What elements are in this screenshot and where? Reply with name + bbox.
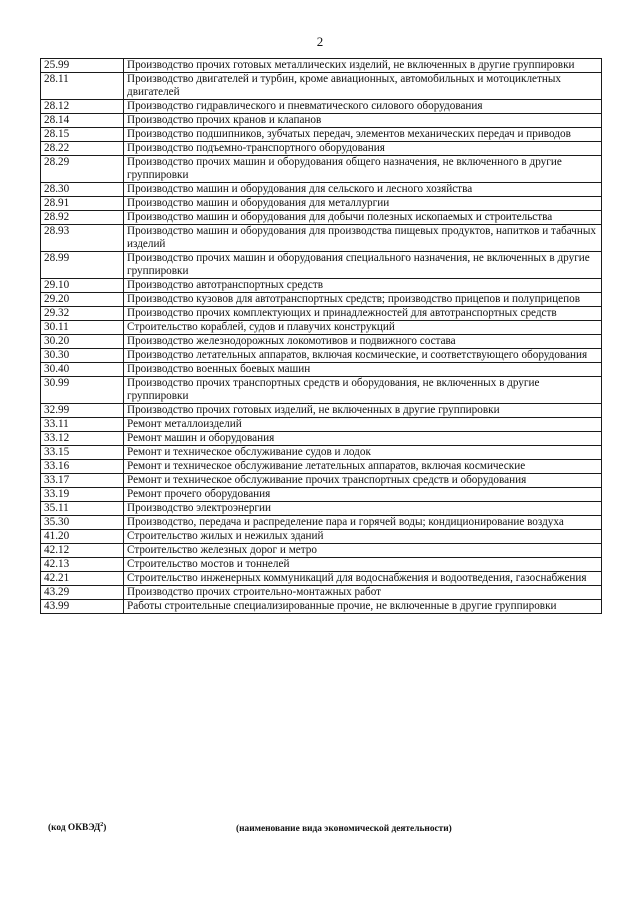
name-column-caption: (наименование вида экономической деятельности) — [236, 824, 452, 834]
table-row — [41, 59, 602, 73]
activity-name-cell: Производство машин и оборудования для производства пищевых продуктов, напитков и табачных изделий — [124, 225, 602, 252]
okved-code-cell: 43.99 — [41, 600, 124, 614]
table-row — [41, 225, 602, 252]
okved-code-cell: 32.99 — [41, 404, 124, 418]
activity-name-cell: Производство подъемно-транспортного оборудования — [124, 142, 602, 156]
okved-code-cell: 30.20 — [41, 335, 124, 349]
table-row — [41, 516, 602, 530]
activity-name-cell: Строительство инженерных коммуникаций для водоснабжения и водоотведения, газоснабжения — [124, 572, 602, 586]
activity-name-cell: Производство прочих готовых металлических изделий, не включенных в другие группировки — [124, 59, 602, 73]
activity-name-cell: Работы строительные специализированные прочие, не включенные в другие группировки — [124, 600, 602, 614]
okved-table — [40, 58, 602, 614]
code-caption-footnote: 2 — [100, 822, 104, 828]
okved-code-cell: 41.20 — [41, 530, 124, 544]
okved-code-cell: 28.30 — [41, 183, 124, 197]
table-row — [41, 586, 602, 600]
activity-name-cell: Производство гидравлического и пневматического силового оборудования — [124, 100, 602, 114]
okved-code-cell: 30.11 — [41, 321, 124, 335]
activity-name-cell: Производство двигателей и турбин, кроме авиационных, автомобильных и мотоциклетных двигателей — [124, 73, 602, 100]
table-row — [41, 321, 602, 335]
activity-name-cell: Производство машин и оборудования для добычи полезных ископаемых и строительства — [124, 211, 602, 225]
okved-code-cell: 29.10 — [41, 279, 124, 293]
okved-code-cell: 43.29 — [41, 586, 124, 600]
activity-name-cell: Производство прочих кранов и клапанов — [124, 114, 602, 128]
okved-code-cell: 28.12 — [41, 100, 124, 114]
activity-name-cell: Производство прочих комплектующих и принадлежностей для автотранспортных средств — [124, 307, 602, 321]
activity-name-cell: Производство подшипников, зубчатых передач, элементов механических передач и приводов — [124, 128, 602, 142]
okved-code-cell: 29.20 — [41, 293, 124, 307]
table-row — [41, 73, 602, 100]
activity-name-cell: Ремонт и техническое обслуживание прочих транспортных средств и оборудования — [124, 474, 602, 488]
okved-code-cell: 33.17 — [41, 474, 124, 488]
table-row — [41, 114, 602, 128]
activity-name-cell: Ремонт и техническое обслуживание судов и лодок — [124, 446, 602, 460]
activity-name-cell: Производство прочих строительно-монтажных работ — [124, 586, 602, 600]
table-row — [41, 349, 602, 363]
table-row — [41, 418, 602, 432]
page-number: 2 — [316, 34, 324, 49]
table-row — [41, 432, 602, 446]
table-row — [41, 128, 602, 142]
code-caption-close: ) — [103, 823, 107, 834]
okved-code-cell: 42.21 — [41, 572, 124, 586]
table-row — [41, 211, 602, 225]
okved-code-cell: 28.11 — [41, 73, 124, 100]
table-row — [41, 279, 602, 293]
table-row — [41, 183, 602, 197]
activity-name-cell: Производство железнодорожных локомотивов и подвижного состава — [124, 335, 602, 349]
activity-name-cell: Ремонт и техническое обслуживание летательных аппаратов, включая космические — [124, 460, 602, 474]
activity-name-cell: Производство машин и оборудования для сельского и лесного хозяйства — [124, 183, 602, 197]
table-row — [41, 100, 602, 114]
okved-code-cell: 42.12 — [41, 544, 124, 558]
activity-name-cell: Производство электроэнергии — [124, 502, 602, 516]
okved-code-cell: 28.22 — [41, 142, 124, 156]
activity-name-cell: Производство кузовов для автотранспортных средств; производство прицепов и полуприцепов — [124, 293, 602, 307]
activity-name-cell: Строительство железных дорог и метро — [124, 544, 602, 558]
okved-code-cell: 28.29 — [41, 156, 124, 183]
okved-code-cell: 35.30 — [41, 516, 124, 530]
okved-code-cell: 28.99 — [41, 252, 124, 279]
activity-name-cell: Производство прочих готовых изделий, не включенных в другие группировки — [124, 404, 602, 418]
table-row — [41, 142, 602, 156]
okved-code-cell: 25.99 — [41, 59, 124, 73]
activity-name-cell: Ремонт прочего оборудования — [124, 488, 602, 502]
table-row — [41, 502, 602, 516]
okved-code-cell: 33.16 — [41, 460, 124, 474]
okved-code-cell: 30.99 — [41, 377, 124, 404]
activity-name-cell: Строительство жилых и нежилых зданий — [124, 530, 602, 544]
okved-code-cell: 28.14 — [41, 114, 124, 128]
activity-name-cell: Производство прочих машин и оборудования общего назначения, не включенного в другие группировки — [124, 156, 602, 183]
table-row — [41, 377, 602, 404]
table-row — [41, 460, 602, 474]
table-row — [41, 558, 602, 572]
table-row — [41, 572, 602, 586]
table-row — [41, 252, 602, 279]
activity-name-cell: Производство, передача и распределение пара и горячей воды; кондиционирование воздуха — [124, 516, 602, 530]
okved-code-cell: 29.32 — [41, 307, 124, 321]
table-row — [41, 446, 602, 460]
table-row — [41, 404, 602, 418]
code-column-caption — [48, 822, 106, 833]
activity-name-cell: Производство машин и оборудования для металлургии — [124, 197, 602, 211]
okved-code-cell: 28.91 — [41, 197, 124, 211]
okved-code-cell: 33.12 — [41, 432, 124, 446]
okved-code-cell: 28.15 — [41, 128, 124, 142]
okved-code-cell: 33.15 — [41, 446, 124, 460]
okved-code-cell: 30.40 — [41, 363, 124, 377]
okved-code-cell: 28.92 — [41, 211, 124, 225]
table-row — [41, 600, 602, 614]
activity-name-cell: Производство автотранспортных средств — [124, 279, 602, 293]
table-row — [41, 156, 602, 183]
table-row — [41, 488, 602, 502]
activity-name-cell: Производство прочих транспортных средств и оборудования, не включенных в другие группировки — [124, 377, 602, 404]
activity-name-cell: Производство летательных аппаратов, включая космические, и соответствующего оборудования — [124, 349, 602, 363]
table-row — [41, 293, 602, 307]
code-caption-text: (код ОКВЭД — [48, 823, 101, 834]
okved-code-cell: 28.93 — [41, 225, 124, 252]
okved-code-cell: 35.11 — [41, 502, 124, 516]
activity-name-cell: Ремонт машин и оборудования — [124, 432, 602, 446]
activity-name-cell: Строительство кораблей, судов и плавучих конструкций — [124, 321, 602, 335]
activity-name-cell: Производство военных боевых машин — [124, 363, 602, 377]
activity-name-cell: Ремонт металлоизделий — [124, 418, 602, 432]
okved-code-cell: 33.19 — [41, 488, 124, 502]
table-row — [41, 474, 602, 488]
table-row — [41, 544, 602, 558]
table-row — [41, 530, 602, 544]
okved-table-body — [41, 59, 602, 614]
okved-code-cell: 33.11 — [41, 418, 124, 432]
activity-name-cell: Производство прочих машин и оборудования специального назначения, не включенных в другие группировки — [124, 252, 602, 279]
table-row — [41, 335, 602, 349]
okved-code-cell: 42.13 — [41, 558, 124, 572]
table-row — [41, 307, 602, 321]
okved-code-cell: 30.30 — [41, 349, 124, 363]
table-row — [41, 197, 602, 211]
activity-name-cell: Строительство мостов и тоннелей — [124, 558, 602, 572]
table-row — [41, 363, 602, 377]
